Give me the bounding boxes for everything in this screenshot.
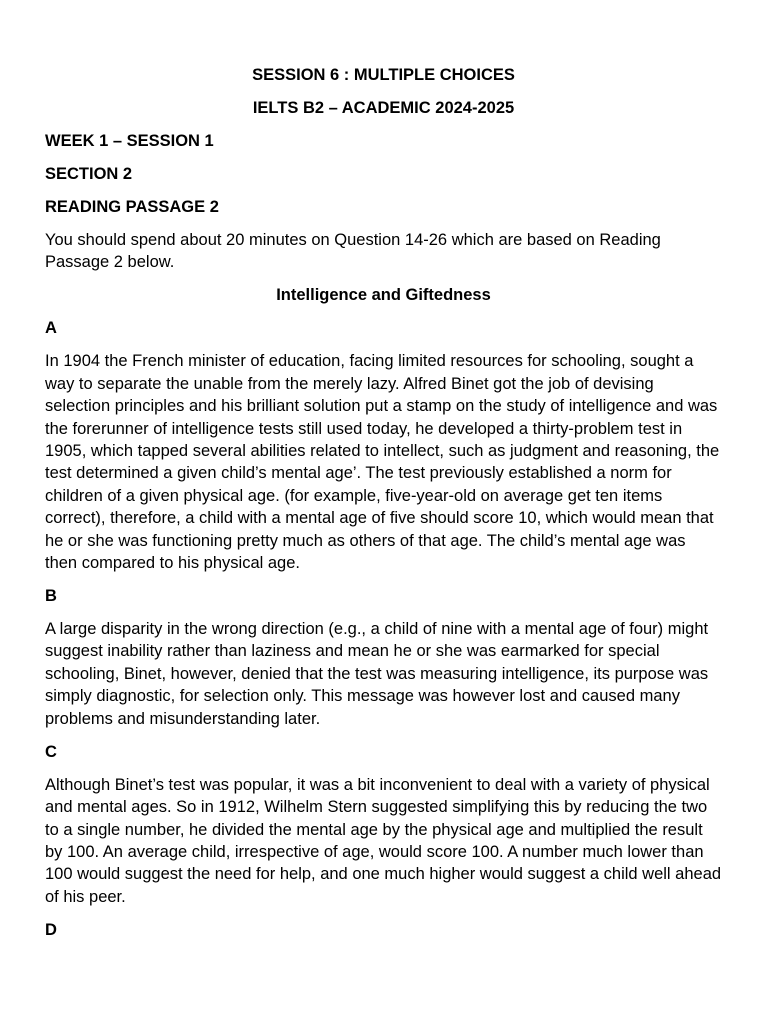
course-title: IELTS B2 – ACADEMIC 2024-2025 — [252, 99, 515, 117]
paragraph-letter-a: A — [45, 319, 57, 338]
paragraph-letter-b: B — [45, 587, 57, 606]
week-heading: WEEK 1 – SESSION 1 — [45, 132, 214, 150]
passage-title: Intelligence and Giftedness — [276, 286, 491, 305]
passage-label: READING PASSAGE 2 — [45, 198, 219, 216]
paragraph-letter-c: C — [45, 742, 57, 761]
paragraph-a-text: In 1904 the French minister of education, facing limited resources for schooling, sought a way to separate the unable from the merely lazy. Alfred Binet got the job of devising selection principles and his brilliant solution put a stamp on the study of intelligence and was the forerunner of intelligence tests still used today, he developed a thirty-problem test in 1905, which tapped several abilities related to intellect, such as judgment and reasoning, the test determined a given child’s mental age’. The test previously established a norm for children of a given physical age. (for example, five-year-old on average get ten items correct), therefore, a child with a mental age of five should score 10, which would mean that he or she was functioning pretty much as others of that age. The child’s mental age was then compared to his physical age. — [45, 352, 720, 573]
paragraph-c-text: Although Binet’s test was popular, it was a bit inconvenient to deal with a variety of physical and mental ages. So in 1912, Wilhelm Stern suggested simplifying this by reducing the two to a single number, he divided the mental age by the physical age and multiplied the result by 100. An average child, irrespective of age, would score 100. A number much lower than 100 would suggest the need for help, and one much higher would suggest a child well ahead of his peer. — [45, 775, 722, 906]
paragraph-letter-d: D — [45, 920, 57, 939]
session-title: SESSION 6 : MULTIPLE CHOICES — [252, 66, 515, 84]
instructions-text: You should spend about 20 minutes on Question 14-26 which are based on Reading Passage 2 below. — [45, 231, 661, 272]
paragraph-b-text: A large disparity in the wrong direction (e.g., a child of nine with a mental age of four) might suggest inability rather than laziness and mean he or she was earmarked for special schooling, Binet, however, denied that the test was measuring intelligence, its purpose was simply diagnostic, for selection only. This message was however lost and caused many problems and misunderstanding later. — [45, 620, 709, 728]
section-heading: SECTION 2 — [45, 165, 133, 183]
